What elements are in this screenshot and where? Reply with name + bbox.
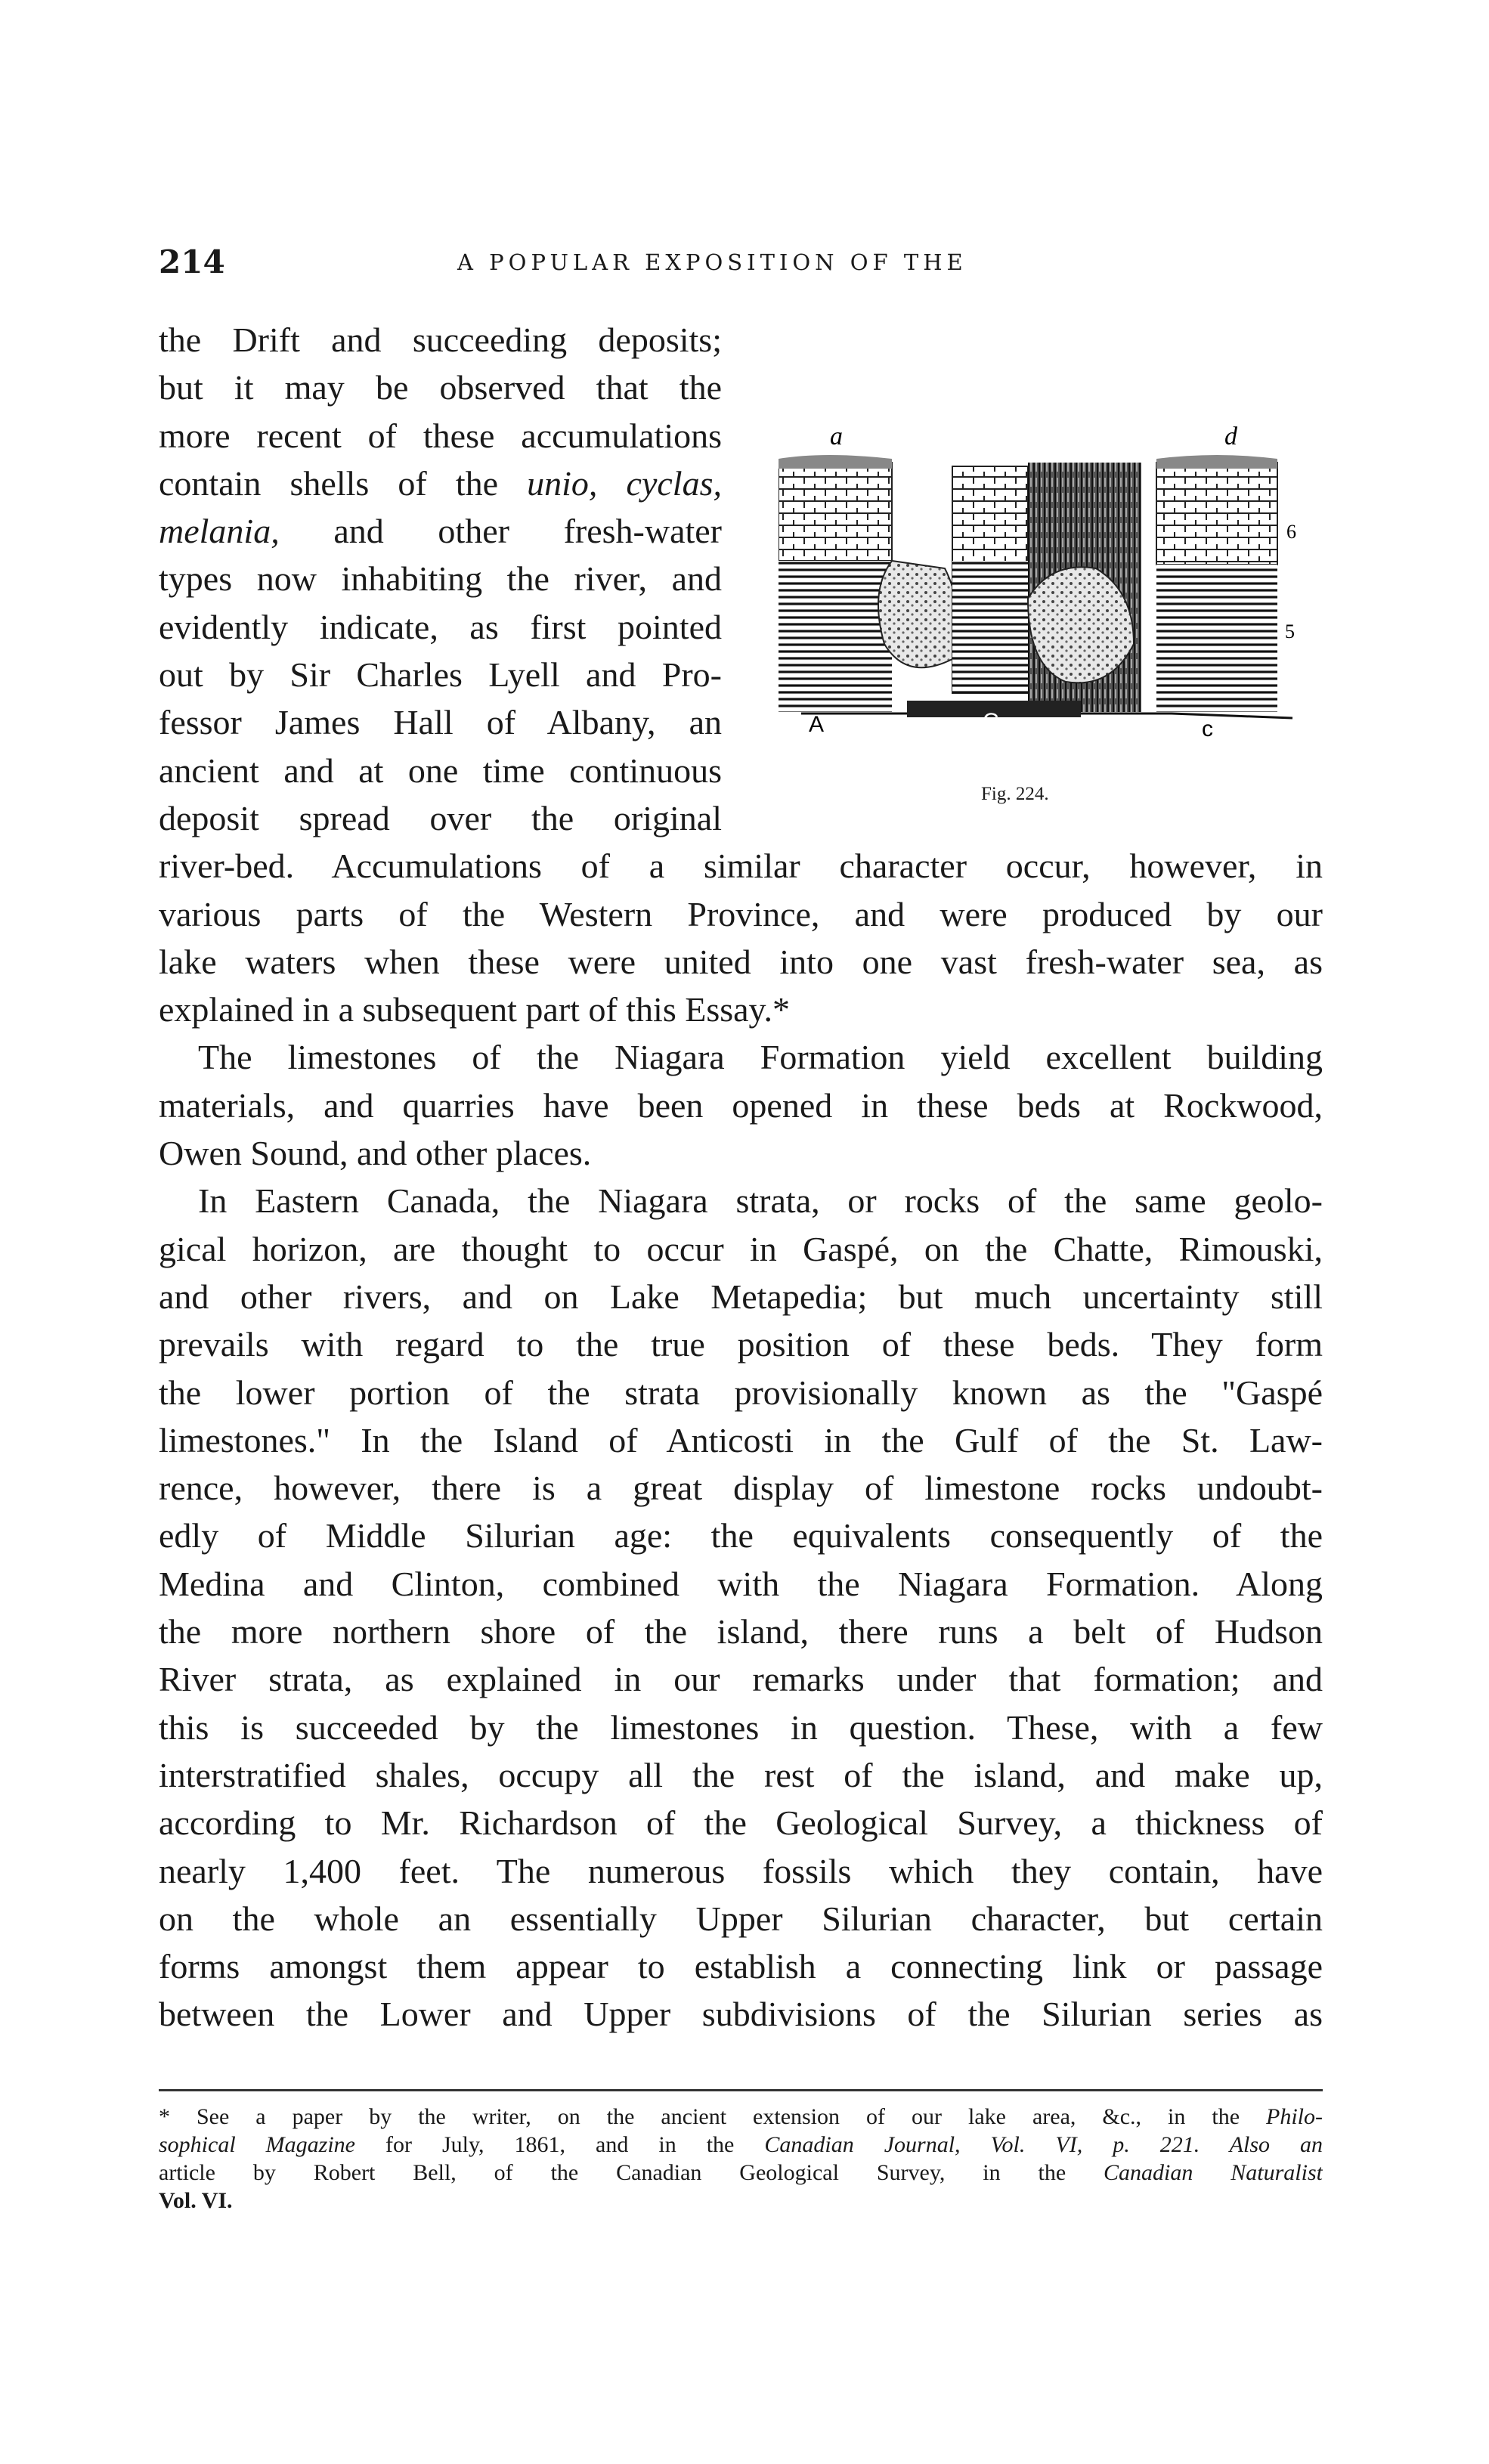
body-line: the Drift and succeeding deposits; bbox=[159, 320, 722, 359]
body-line: types now inhabiting the river, and bbox=[159, 559, 722, 599]
body-line: limestones." In the Island of Anticosti in the Gulf of the St. Law- bbox=[159, 1420, 1323, 1460]
body-line: evidently indicate, as first pointed bbox=[159, 607, 722, 646]
body-line: explained in a subsequent part of this Essay.* bbox=[159, 990, 791, 1029]
body-line: melania, and other fresh-water bbox=[159, 512, 722, 551]
page-header bbox=[159, 243, 1315, 289]
body-line: ancient and at one time continuous bbox=[159, 751, 722, 790]
page-number: 214 bbox=[159, 243, 225, 280]
footnote-line: sophical Magazine for July, 1861, and in the Canadian Journal, Vol. VI, p. 221. Also an bbox=[159, 2132, 1323, 2157]
footnote-rule bbox=[159, 2089, 1323, 2091]
body-line: materials, and quarries have been opened in these beds at Rockwood, bbox=[159, 1085, 1323, 1125]
body-line: forms amongst them appear to establish a connecting link or passage bbox=[159, 1947, 1323, 1986]
body-line: deposit spread over the original bbox=[159, 798, 722, 837]
footnote-line: article by Robert Bell, of the Canadian Geological Survey, in the Canadian Naturalist bbox=[159, 2160, 1323, 2185]
label-A: A bbox=[809, 712, 825, 737]
label-6: 6 bbox=[1286, 521, 1296, 543]
body-line: Medina and Clinton, combined with the Niagara Formation. Along bbox=[159, 1564, 1323, 1603]
body-line: and other rivers, and on Lake Metapedia; but much uncertainty still bbox=[159, 1277, 1323, 1316]
body-line: Owen Sound, and other places. bbox=[159, 1134, 592, 1173]
body-line: River strata, as explained in our remarks under that formation; and bbox=[159, 1660, 1323, 1699]
body-line: the lower portion of the strata provisionally known as the "Gaspé bbox=[159, 1373, 1323, 1412]
body-line: In Eastern Canada, the Niagara strata, or rocks of the same geolo- bbox=[198, 1181, 1323, 1221]
footnote-line: Vol. VI. bbox=[159, 2188, 233, 2213]
body-line: gical horizon, are thought to occur in Gaspé, on the Chatte, Rimouski, bbox=[159, 1229, 1323, 1268]
label-d: d bbox=[1224, 423, 1237, 450]
body-line: between the Lower and Upper subdivisions of the Silurian series as bbox=[159, 1995, 1323, 2034]
body-line: this is succeeded by the limestones in question. These, with a few bbox=[159, 1707, 1323, 1747]
body-line: out by Sir Charles Lyell and Pro- bbox=[159, 655, 722, 695]
body-line: lake waters when these were united into one vast fresh-water sea, as bbox=[159, 942, 1323, 981]
body-line: interstratified shales, occupy all the rest of the island, and make up, bbox=[159, 1755, 1323, 1794]
label-c: c bbox=[1202, 717, 1213, 741]
footnote bbox=[159, 2103, 1323, 2215]
figure-caption: Fig. 224. bbox=[981, 784, 1049, 804]
body-line: more recent of these accumulations bbox=[159, 416, 722, 455]
footnote-line: * See a paper by the writer, on the ancient extension of our lake area, &c., in the Philo- bbox=[159, 2104, 1323, 2129]
label-a: a bbox=[830, 423, 843, 450]
running-title: A POPULAR EXPOSITION OF THE bbox=[457, 249, 967, 275]
body-line: fessor James Hall of Albany, an bbox=[159, 703, 722, 742]
body-line: contain shells of the unio, cyclas, bbox=[159, 463, 722, 503]
body-line: The limestones of the Niagara Formation yield excellent building bbox=[198, 1038, 1323, 1077]
label-5: 5 bbox=[1285, 621, 1295, 642]
body-line: prevails with regard to the true position of these beds. They form bbox=[159, 1325, 1323, 1364]
body-line: various parts of the Western Province, and were produced by our bbox=[159, 894, 1323, 933]
body-line: nearly 1,400 feet. The numerous fossils which they contain, have bbox=[159, 1851, 1323, 1890]
label-C: C bbox=[983, 709, 999, 734]
body-line: the more northern shore of the island, there runs a belt of Hudson bbox=[159, 1612, 1323, 1651]
body-line: according to Mr. Richardson of the Geological Survey, a thickness of bbox=[159, 1803, 1323, 1843]
body-line: river-bed. Accumulations of a similar character occur, however, in bbox=[159, 847, 1323, 886]
body-text bbox=[159, 316, 1323, 2038]
body-line: but it may be observed that the bbox=[159, 368, 722, 407]
body-line: edly of Middle Silurian age: the equivalents consequently of the bbox=[159, 1516, 1323, 1555]
body-line: on the whole an essentially Upper Silurian character, but certain bbox=[159, 1899, 1323, 1938]
body-line: rence, however, there is a great display of limestone rocks undoubt- bbox=[159, 1469, 1323, 1508]
